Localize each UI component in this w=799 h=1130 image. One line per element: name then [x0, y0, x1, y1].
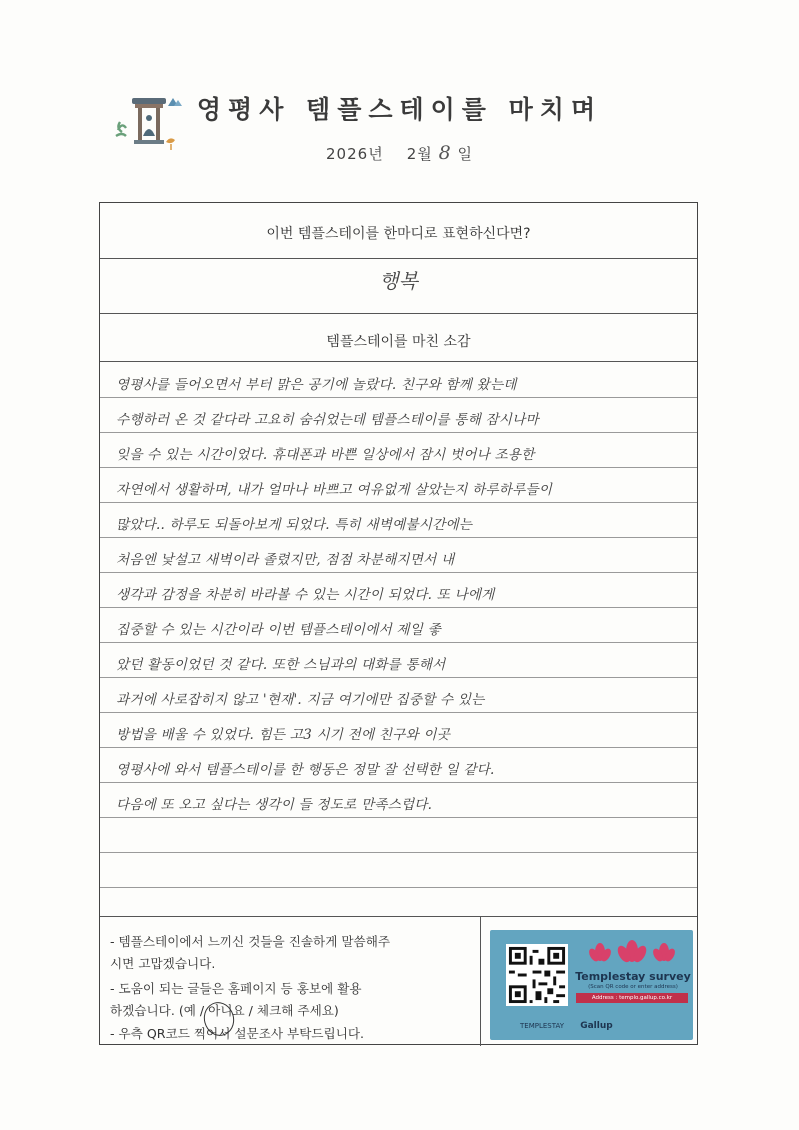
- note-line: - 우측 QR코드 찍어서 설문조사 부탁드립니다.: [110, 1026, 365, 1041]
- impression-line: 다음에 또 오고 싶다는 생각이 들 정도로 만족스럽다.: [116, 797, 433, 813]
- divider: [100, 258, 697, 259]
- survey-title: Templestay survey: [575, 970, 691, 983]
- survey-address[interactable]: Address : templo.gallup.co.kr: [576, 993, 688, 1003]
- date-year: 2026년: [326, 145, 384, 163]
- impression-line: 처음엔 낯설고 새벽이라 졸렸지만, 점점 차분해지면서 내: [116, 552, 455, 568]
- page-title: 영평사 템플스테이를 마치며: [196, 95, 603, 124]
- survey-form: [99, 202, 698, 1045]
- answer-field[interactable]: 행복: [379, 269, 418, 293]
- impression-line: 많았다.. 하루도 되돌아보게 되었다. 특히 새벽예불시간에는: [116, 517, 473, 533]
- divider: [100, 916, 697, 917]
- note-line: 시면 고맙겠습니다.: [110, 956, 216, 971]
- date-day-suffix: 일: [457, 145, 473, 163]
- impression-line: 과거에 사로잡히지 않고 '현재'. 지금 여기에만 집중할 수 있는: [116, 692, 485, 708]
- impressions-header: 템플스테이를 마친 소감: [326, 334, 471, 350]
- date-month: 2월: [406, 145, 433, 163]
- divider: [100, 313, 697, 314]
- note-line: - 템플스테이에서 느끼신 것들을 진솔하게 말씀해주: [110, 934, 391, 949]
- impression-line: 영평사를 들어오면서 부터 맑은 공기에 놀랐다. 친구와 함께 왔는데: [116, 377, 517, 393]
- survey-subtitle: (Scan QR code or enter address): [588, 984, 678, 990]
- impression-line: 생각과 감정을 차분히 바라볼 수 있는 시간이 되었다. 또 나에게: [116, 587, 495, 603]
- qr-survey-card[interactable]: [490, 930, 693, 1040]
- impression-line: 았던 활동이었던 것 같다. 또한 스님과의 대화를 통해서: [116, 657, 446, 673]
- impression-line: 영평사에 와서 템플스테이를 한 행동은 정말 잘 선택한 일 같다.: [116, 762, 495, 778]
- impression-line: 방법을 배울 수 있었다. 힘든 고3 시기 전에 친구와 이곳: [116, 727, 451, 743]
- impression-line: 수행하러 온 것 같다라 고요히 숨쉬었는데 템플스테이를 통해 잠시나마: [116, 412, 539, 428]
- divider: [100, 361, 697, 362]
- vertical-divider: [480, 916, 481, 1046]
- lotus-flowers-icon: [582, 938, 682, 968]
- gallup-brand: Gallup: [580, 1021, 613, 1031]
- impression-line: 집중할 수 있는 시간이라 이번 템플스테이에서 제일 좋: [116, 622, 441, 638]
- question-label: 이번 템플스테이를 한마디로 표현하신다면?: [266, 226, 531, 242]
- templestay-brand: TEMPLESTAY: [520, 1022, 564, 1030]
- note-line: 하겠습니다. (예 / 아니요 / 체크해 주세요): [110, 1003, 339, 1018]
- impression-line: 잊을 수 있는 시간이었다. 휴대폰과 바쁜 일상에서 잠시 벗어나 조용한: [116, 447, 535, 463]
- qr-code-icon[interactable]: [506, 944, 568, 1006]
- note-line: - 도움이 되는 글들은 홈페이지 등 홍보에 활용: [110, 981, 362, 996]
- date-line: [0, 142, 799, 164]
- date-day[interactable]: 8: [438, 142, 452, 164]
- impression-line: 자연에서 생활하며, 내가 얼마나 바쁘고 여유없게 살았는지 하루하루들이: [116, 482, 553, 498]
- brand-footer: [520, 1021, 690, 1031]
